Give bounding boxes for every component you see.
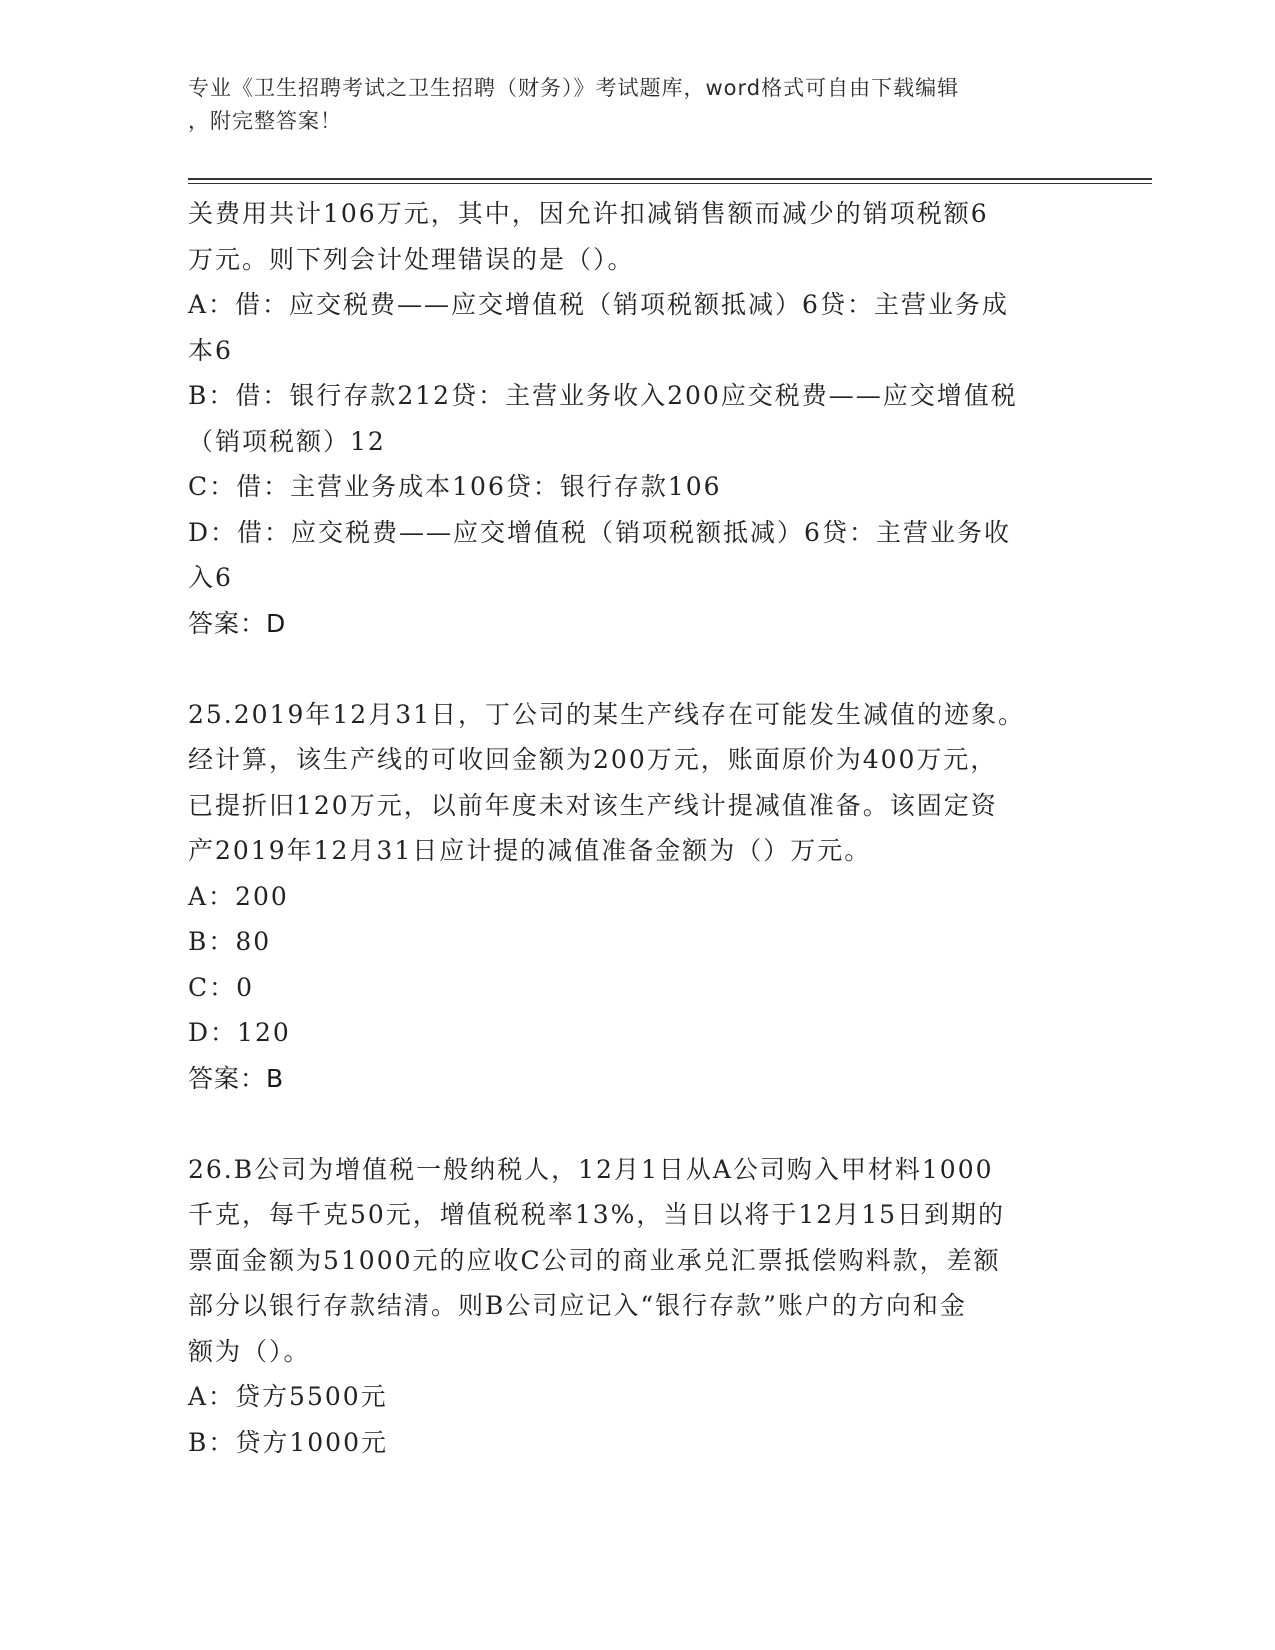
question-spacer (188, 1101, 1088, 1147)
question-24-option-c: C：借：主营业务成本106贷：银行存款106 (188, 472, 722, 501)
question-26-option-b: B：贷方1000元 (188, 1427, 388, 1457)
header-line-1: 专业《卫生招聘考试之卫生招聘（财务）》考试题库，word格式可自由下载编辑 (188, 76, 960, 100)
question-24-option-b-line-2: （销项税额）12 (188, 426, 386, 456)
question-25-answer: 答案：B (188, 1063, 285, 1093)
question-24-option-a-line-2: 本6 (188, 335, 233, 365)
question-24-answer: 答案：D (188, 608, 287, 638)
question-25 (188, 692, 1088, 1102)
question-24-option-a-line-1: A：借：应交税费——应交增值税（销项税额抵减）6贷：主营业务成 (188, 290, 1009, 319)
question-26-stem-line-3: 票面金额为51000元的应收C公司的商业承兑汇票抵偿购料款，差额 (188, 1245, 1001, 1275)
question-25-stem-line-1: 25.2019年12月31日，丁公司的某生产线存在可能发生减值的迹象。 (188, 699, 1026, 729)
question-25-option-c: C：0 (188, 972, 255, 1002)
header-divider-thin (188, 183, 1152, 184)
question-spacer (188, 646, 1088, 692)
question-26-stem-line-2: 千克，每千克50元，增值税税率13%，当日以将于12月15日到期的 (188, 1200, 1006, 1229)
question-25-stem-line-3: 已提折旧120万元，以前年度未对该生产线计提减值准备。该固定资 (188, 790, 998, 820)
question-26 (188, 1147, 1088, 1466)
page-header (188, 72, 1078, 138)
question-25-option-b: B：80 (188, 927, 272, 956)
question-26-stem-line-4: 部分以银行存款结清。则B公司应记入“银行存款”账户的方向和金 (188, 1291, 967, 1320)
question-26-stem-line-5: 额为（）。 (188, 1336, 311, 1366)
question-content (188, 191, 1088, 1465)
question-24 (188, 191, 1088, 646)
question-26-stem-line-1: 26.B公司为增值税一般纳税人，12月1日从A公司购入甲材料1000 (188, 1154, 994, 1184)
header-divider-thick (188, 178, 1152, 180)
question-25-stem-line-4: 产2019年12月31日应计提的减值准备金额为（）万元。 (188, 836, 872, 865)
question-24-option-b-line-1: B：借：银行存款212贷：主营业务收入200应交税费——应交增值税 (188, 381, 1018, 410)
question-25-option-a: A：200 (188, 881, 289, 911)
question-24-option-d-line-2: 入6 (188, 563, 233, 592)
question-24-stem-line-2: 万元。则下列会计处理错误的是（）。 (188, 244, 635, 274)
question-26-option-a: A：贷方5500元 (188, 1382, 388, 1411)
question-25-stem-line-2: 经计算，该生产线的可收回金额为200万元，账面原价为400万元， (188, 745, 998, 774)
question-25-option-d: D：120 (188, 1018, 291, 1047)
question-24-option-d-line-1: D：借：应交税费——应交增值税（销项税额抵减）6贷：主营业务收 (188, 517, 1011, 547)
question-24-stem-line-1: 关费用共计106万元，其中，因允许扣减销售额而减少的销项税额6 (188, 199, 989, 228)
header-line-2: ，附完整答案！ (188, 109, 342, 133)
